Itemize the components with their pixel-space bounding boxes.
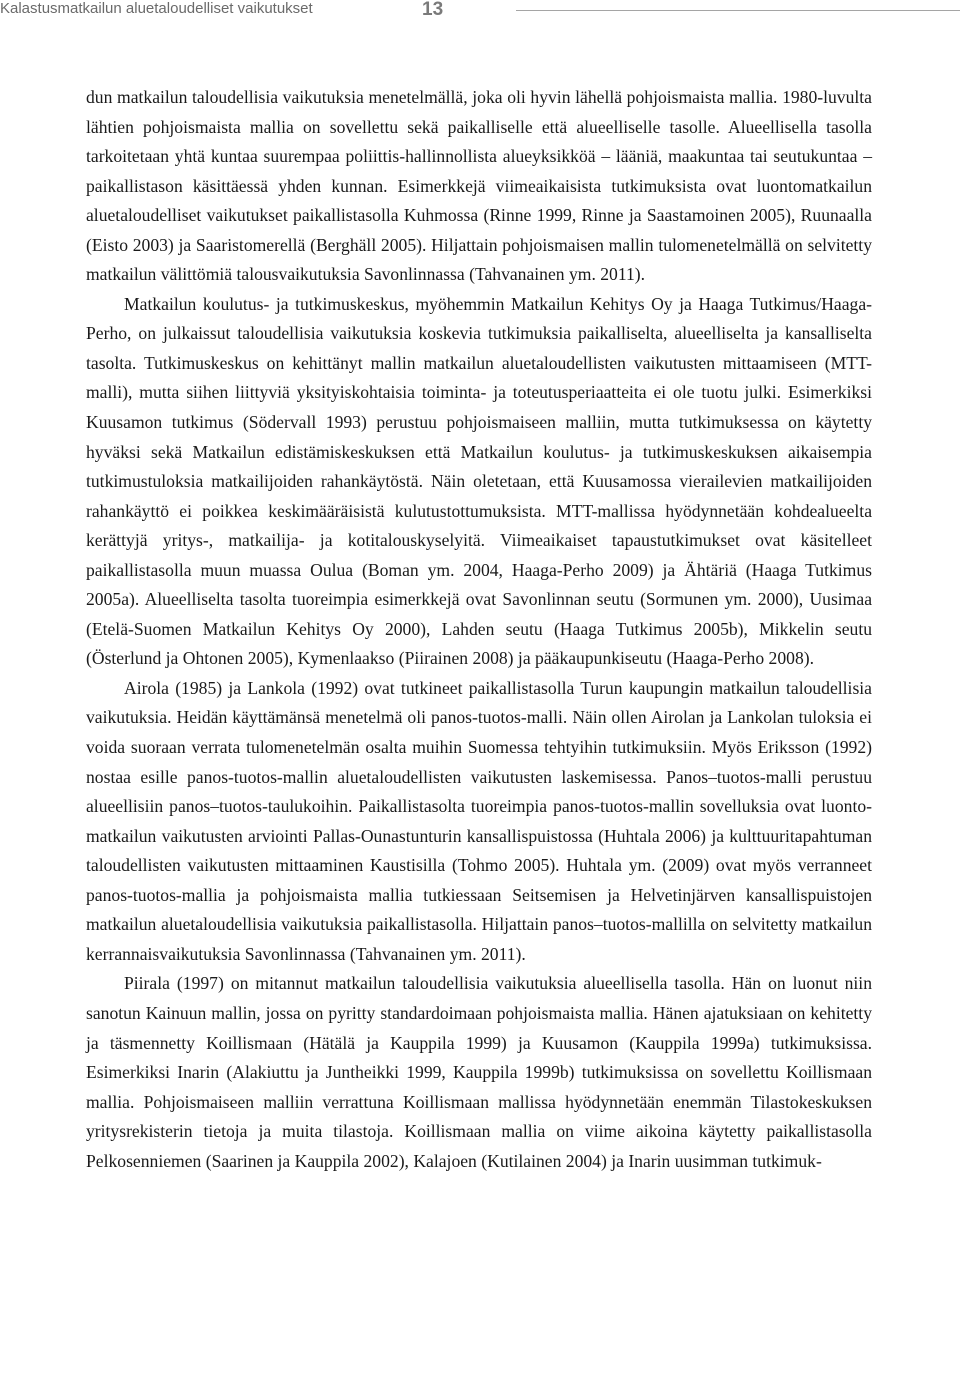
header-rule — [516, 10, 960, 11]
running-title: Kalastusmatkailun aluetaloudelliset vaikutukset — [0, 0, 313, 17]
body-text — [86, 83, 872, 1176]
paragraph-2: Matkailun koulutus- ja tutkimuskeskus, myöhemmin Matkailun Kehitys Oy ja Haaga Tutkimus/Haaga-Perho, on julkaissut taloudellisia vaikutuksia koskevia tutkimuksia paikalliselta, alueelliselta ja kansalliselta tasolta. Tutkimuskeskus on kehittänyt mallin matkailun aluetaloudellisten vaikutusten mittaamiseen (MTT-malli), mutta siihen liittyviä yksityiskohtaisia toiminta- ja toteutusperiaatteita ei ole tuotu julki. Esimerkiksi Kuusamon tutkimus (Södervall 1993) perustuu pohjoismaiseen malliin, mutta tutkimuksessa on käytetty hyväksi sekä Matkailun edistämiskeskuksen että Matkailun koulutus- ja tutkimuskeskuksen aikaisempia tutkimustuloksia matkailijoiden rahankäytöstä. Näin oletetaan, että Kuusamossa vierailevien matkailijoiden rahankäyttö ei poikkea keskimääräisistä kulutustottumuksista. MTT-mallissa hyödynnetään kohdealueelta kerättyjä yritys-, matkailija- ja kotitalouskyselyitä. Viimeaikaiset tapaustutkimukset ovat käsitelleet paikallistasolla muun muassa Oulua (Boman ym. 2004, Haaga-Perho 2009) ja Ähtäriä (Haaga Tutkimus 2005a). Alueelliselta tasolta tuoreimpia esimerkkejä ovat Savonlinnan seutu (Sormunen ym. 2000), Uusimaa (Etelä-Suomen Matkailun Kehitys Oy 2000), Lahden seutu (Haaga Tutkimus 2005b), Mikkelin seutu (Österlund ja Ohtonen 2005), Kymenlaakso (Piirainen 2008) ja pääkaupunkiseutu (Haaga-Perho 2008). — [86, 293, 872, 669]
paragraph-4: Piirala (1997) on mitannut matkailun taloudellisia vaikutuksia alueellisella tasolla. Hän on luonut niin sanotun Kainuun mallin, jossa on pyritty standardoimaan pohjoismaista mallia. Hänen ajatuksiaan on kehitetty ja täsmennetty Koillismaan (Hätälä ja Kauppila 1999) ja Kuusamon (Kauppila 1999a) tutkimuksissa. Esimerkiksi Inarin (Alakiuttu ja Juntheikki 1999, Kauppila 1999b) tutkimuksissa on sovellettu Koillismaan mallia. Pohjoismaiseen malliin verrattuna Koillismaan mallissa hyödynnetään enemmän Tilastokeskuksen yritysrekisterin tietoja ja muita tilastoja. Koillismaan mallia on viime aikoina käytetty paikallistasolla Pelkosenniemen (Saarinen ja Kauppila 2002), Kalajoen (Kutilainen 2004) ja Inarin uusimman tutkimuk- — [86, 973, 872, 1171]
page-number: 13 — [422, 0, 444, 20]
page-header — [0, 0, 960, 36]
paragraph-3: Airola (1985) ja Lankola (1992) ovat tutkineet paikallistasolla Turun kaupungin matkailun taloudellisia vaikutuksia. Heidän käyttämänsä menetelmä oli panos-tuotos-malli. Näin ollen Airolan ja Lankolan tuloksia ei voida suoraan verrata tulomenetelmän osalta muihin Suomessa tehtyihin tutkimuksiin. Myös Eriksson (1992) nostaa esille panos-tuotos-mallin aluetaloudellisten vaikutusten laskemisessa. Panos–tuotos-malli perustuu alueellisiin panos–tuotos-taulukoihin. Paikallistasolta tuoreimpia panos-tuotos-mallin sovelluksia ovat luontomatkailun vaikutusten arviointi Pallas-Ounastunturin kansallispuistossa (Huhtala 2006) ja kulttuuritapahtuman taloudellisten vaikutusten mittaaminen Kaustisilla (Tohmo 2005). Huhtala ym. (2009) ovat myös verranneet panos-tuotos-mallia ja pohjoismaista mallia tutkiessaan Seitsemisen ja Helvetinjärven kansallispuistojen matkailun aluetaloudellisia vaikutuksia paikallistasolla. Hiljattain panos–tuotos-mallilla on selvitetty matkailun kerrannaisvaikutuksia Savonlinnassa (Tahvanainen ym. 2011). — [86, 677, 872, 964]
paragraph-1: dun matkailun taloudellisia vaikutuksia menetelmällä, joka oli hyvin lähellä pohjoismaista mallia. 1980-luvulta lähtien pohjoismaista mallia on sovellettu sekä paikalliselle että alueelliselle tasolle. Alueellisella tasolla tarkoitetaan yhtä kuntaa suurempaa poliittis-hallinnollista alueyksikköä – lääniä, maakuntaa tai seutukuntaa – paikallistason käsittäessä yhden kunnan. Esimerkkejä viimeaikaisista tutkimuksista ovat luontomatkailun aluetaloudelliset vaikutukset paikallistasolla Kuhmossa (Rinne 1999, Rinne ja Saastamoinen 2005), Ruunaalla (Eisto 2003) ja Saaristomerellä (Berghäll 2005). Hiljattain pohjoismaisen mallin tulomenetelmällä on selvitetty matkailun välittömiä talousvaikutuksia Savonlinnassa (Tahvanainen ym. 2011). — [86, 87, 872, 285]
